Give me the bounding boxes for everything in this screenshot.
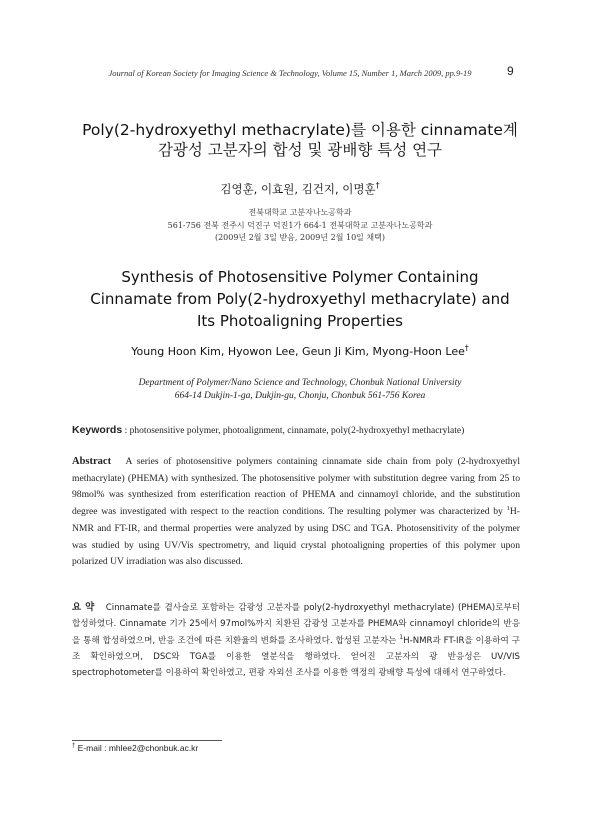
english-title-line-1: Synthesis of Photosensitive Polymer Containing	[121, 268, 479, 286]
english-title-line-3: Its Photoaligning Properties	[196, 312, 403, 330]
english-affiliation-line-1: Department of Polymer/Nano Science and Technology, Chonbuk National University	[138, 378, 462, 388]
english-affiliation	[40, 377, 560, 403]
korean-corresponding-mark: †	[375, 181, 380, 191]
english-corresponding-mark: †	[464, 343, 469, 353]
english-title	[30, 266, 570, 332]
english-affiliation-line-2: 664-14 Dukjin-1-ga, Dukjin-gu, Chonju, Chonbuk 561-756 Korea	[174, 391, 426, 401]
korean-title-line-1: Poly(2-hydroxyethyl methacrylate)를 이용한 cinnamate계	[82, 121, 518, 139]
abstract-text-2: H-NMR and FT-IR, and thermal properties were analyzed by using DSC and TGA. Photosensitivity of the polymer was studied by using UV/Vis spectrometry, and liquid crystal photoaligning properties of this polymer upon polarized UV irradiation was also discussed.	[72, 506, 520, 568]
english-title-line-2: Cinnamate from Poly(2-hydroxyethyl methacrylate) and	[90, 290, 510, 308]
footnote-mark: †	[72, 743, 76, 750]
korean-authors	[0, 181, 600, 197]
summary-label: 요약	[72, 602, 99, 613]
korean-title-line-2: 감광성 고분자의 합성 및 광배향 특성 연구	[157, 141, 443, 159]
korean-affiliation	[60, 207, 540, 245]
abstract-superscript: 1	[506, 504, 510, 512]
footnote-email: E-mail : mhlee2@chonbuk.ac.kr	[75, 743, 199, 753]
summary-text-1: Cinnamate를 곁사슬로 포함하는 감광성 고분자를 poly(2-hydroxyethyl methacrylate) (PHEMA)로부터 합성하였다. Cinnamate 기가 25에서 97mol%까지 치환된 감광성 고분자를 PHEMA와 cinnamoyl chloride의 반응을 통해 합성하였으며, 반응 조건에 따른 치환율의 변화를 조사하였다. 합성된 고분자는	[72, 603, 521, 646]
keywords-text: photosensitive polymer, photoalignment, cinnamate, poly(2-hydroxyethyl methacrylate)	[129, 426, 465, 436]
abstract-text-1: A series of photosensitive polymers containing cinnamate side chain from poly (2-hydroxyethyl methacrylate) (PHEMA) with synthesized. The photosensitive polymer with substitution degree varing from 25 to 98mol% was synthesized from esterification reaction of PHEMA and cinnamoyl chloride, and the substitution degree was investigated with respect to the reaction conditions. The resulting polymer was characterized by	[72, 456, 520, 518]
page-number: 9	[507, 64, 514, 78]
summary-text-2: H-NMR과 FT-IR을 이용하여 구조 확인하였으며, DSC와 TGA를 이용한 열분석을 행하였다. 얻어진 고분자의 광 반응성은 UV/VIS spectrophotometer를 이용하여 확인하였고, 편광 자외선 조사를 이용한 액정의 광배향 특성에 대해서 연구하였다.	[72, 635, 520, 679]
abstract	[72, 454, 520, 571]
korean-author-names: 김영훈, 이효원, 김건지, 이명훈	[220, 182, 376, 196]
korean-received-dates: (2009년 2월 3일 받음, 2009년 2월 10일 채택)	[214, 233, 386, 242]
footnote	[72, 743, 198, 753]
keywords-separator: :	[122, 426, 130, 436]
korean-summary	[72, 600, 520, 681]
abstract-label: Abstract	[72, 456, 112, 467]
korean-title	[40, 120, 560, 160]
korean-affiliation-line-2: 561-756 전북 전주시 덕진구 덕진1가 664-1 전북대학교 고분자나노공학과	[167, 220, 433, 230]
summary-superscript: 1	[399, 633, 404, 641]
keywords-label: Keywords	[72, 424, 123, 436]
korean-affiliation-line-1: 전북대학교 고분자나노공학과	[248, 208, 352, 217]
english-author-names: Young Hoon Kim, Hyowon Lee, Geun Ji Kim, Myong-Hoon Lee	[131, 345, 465, 358]
running-head: Journal of Korean Society for Imaging Science & Technology, Volume 15, Number 1, March 2009, pp.9-19	[108, 68, 472, 78]
footnote-divider	[72, 740, 222, 741]
english-authors	[0, 345, 600, 358]
keywords	[72, 424, 532, 436]
